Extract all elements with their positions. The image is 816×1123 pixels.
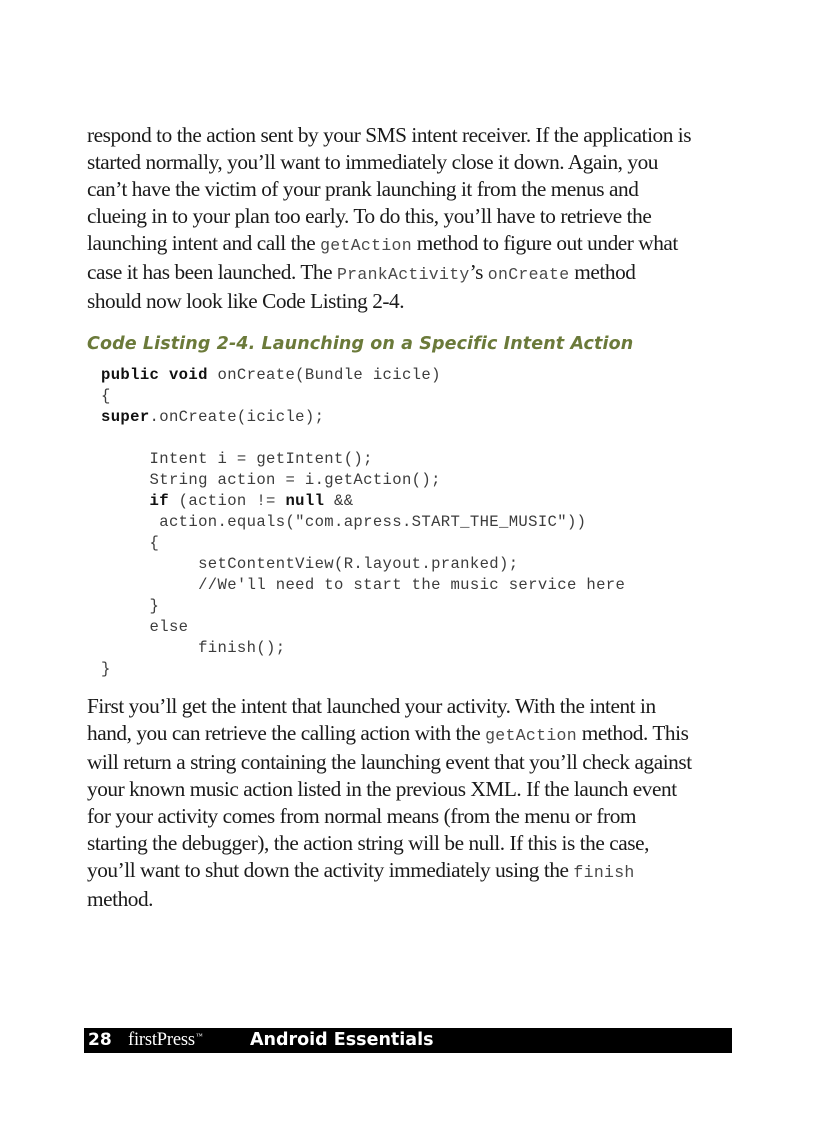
text-line: First you’ll get the intent that launched your activity. With the intent in bbox=[87, 694, 656, 718]
code-line: String action = i.getAction(); bbox=[101, 471, 441, 489]
listing-caption: Code Listing 2-4. Launching on a Specific Intent Action bbox=[87, 334, 634, 354]
text-line: starting the debugger), the action string will be null. If this is the case, bbox=[87, 831, 649, 855]
page-footer bbox=[84, 1028, 732, 1053]
text-line bbox=[87, 259, 737, 288]
text-line: your known music action listed in the previous XML. If the launch event bbox=[87, 777, 677, 801]
code-keyword: if bbox=[149, 492, 169, 510]
paragraph-explanation bbox=[87, 693, 737, 913]
inline-code-getaction: getAction bbox=[485, 726, 577, 745]
inline-code-oncreate: onCreate bbox=[487, 265, 570, 284]
inline-code-prankactivity: PrankActivity bbox=[336, 265, 470, 284]
code-line bbox=[101, 365, 721, 386]
code-line: //We'll need to start the music service here bbox=[101, 576, 626, 594]
text-run: method. This bbox=[576, 721, 689, 745]
code-keyword: public void bbox=[101, 366, 208, 384]
text-line: respond to the action sent by your SMS intent receiver. If the application is bbox=[87, 123, 692, 147]
text-line bbox=[87, 720, 737, 749]
book-title: Android Essentials bbox=[250, 1030, 434, 1050]
text-line: for your activity comes from normal means (from the menu or from bbox=[87, 804, 637, 828]
code-text: (action != bbox=[168, 492, 286, 510]
code-line: Intent i = getIntent(); bbox=[101, 450, 373, 468]
text-run: launching intent and call the bbox=[87, 231, 321, 255]
trademark-mark: ™ bbox=[195, 1032, 203, 1040]
code-line: } bbox=[101, 597, 160, 615]
code-line: else bbox=[101, 618, 189, 636]
text-line: will return a string containing the launching event that you’ll check against bbox=[87, 750, 692, 774]
code-line: finish(); bbox=[101, 639, 286, 657]
paragraph-intro bbox=[87, 122, 737, 315]
code-listing bbox=[101, 365, 721, 680]
code-line bbox=[101, 491, 721, 512]
text-line: clueing in to your plan too early. To do this, you’ll have to retrieve the bbox=[87, 204, 652, 228]
page-number: 28 bbox=[88, 1030, 112, 1050]
code-line: { bbox=[101, 534, 160, 552]
text-line: method. bbox=[87, 887, 154, 911]
code-keyword: null bbox=[285, 492, 325, 510]
text-line bbox=[87, 230, 737, 259]
text-run: case it has been launched. The bbox=[87, 260, 337, 284]
code-text: .onCreate(icicle); bbox=[149, 408, 325, 426]
code-line: action.equals("com.apress.START_THE_MUSIC")) bbox=[101, 513, 587, 531]
brand-name: firstPress bbox=[128, 1030, 195, 1050]
code-line bbox=[101, 407, 721, 428]
code-line: } bbox=[101, 660, 111, 678]
text-run: you’ll want to shut down the activity immediately using the bbox=[87, 858, 574, 882]
text-line: started normally, you’ll want to immediately close it down. Again, you bbox=[87, 150, 659, 174]
code-line: { bbox=[101, 387, 111, 405]
code-text: && bbox=[324, 492, 354, 510]
code-blank-line bbox=[101, 428, 721, 449]
text-run: method to figure out under what bbox=[411, 231, 678, 255]
text-run: method bbox=[569, 260, 636, 284]
publisher-brand bbox=[128, 1030, 203, 1051]
text-line: should now look like Code Listing 2-4. bbox=[87, 289, 405, 313]
text-run: hand, you can retrieve the calling action with the bbox=[87, 721, 486, 745]
code-text: onCreate(Bundle icicle) bbox=[207, 366, 441, 384]
code-line: setContentView(R.layout.pranked); bbox=[101, 555, 519, 573]
code-indent bbox=[101, 492, 150, 510]
text-line bbox=[87, 857, 737, 886]
text-line: can’t have the victim of your prank launching it from the menus and bbox=[87, 177, 639, 201]
code-keyword: super bbox=[101, 408, 150, 426]
text-run: ’s bbox=[469, 260, 488, 284]
inline-code-getaction: getAction bbox=[320, 236, 412, 255]
inline-code-finish: finish bbox=[573, 863, 635, 882]
